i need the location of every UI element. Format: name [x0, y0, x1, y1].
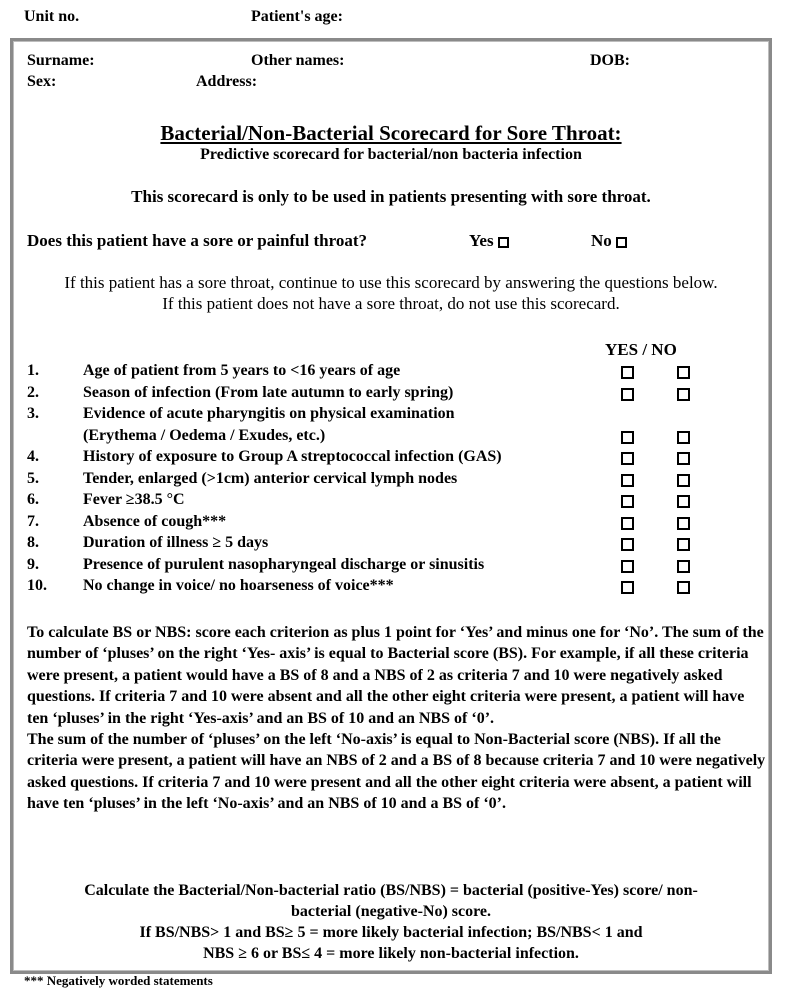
criterion-yes-cell[interactable] — [621, 517, 634, 530]
criterion-row — [27, 362, 767, 383]
criterion-number: 2. — [27, 383, 39, 401]
criterion-number: 4. — [27, 448, 39, 465]
criterion-yes-cell[interactable] — [621, 388, 634, 401]
criterion-no-cell[interactable] — [677, 495, 690, 508]
criterion-no-cell[interactable] — [677, 366, 690, 379]
scorecard-title: Bacterial/Non-Bacterial Scorecard for Sore Throat: — [160, 121, 622, 145]
criterion-text: (Erythema / Oedema / Exudes, etc.) — [83, 426, 326, 444]
criterion-number: 8. — [27, 534, 39, 551]
criterion-no-cell[interactable] — [677, 388, 690, 401]
criterion-number: 9. — [27, 555, 39, 573]
patient-age-label: Patient's age: — [251, 8, 343, 25]
criterion-row — [27, 577, 767, 598]
criterion-number: 3. — [27, 405, 39, 422]
usage-note: This scorecard is only to be used in patients presenting with sore throat. — [131, 187, 651, 206]
criterion-yes-cell[interactable] — [621, 560, 634, 573]
dob-label: DOB: — [590, 52, 630, 69]
criterion-row — [27, 491, 767, 512]
criterion-row — [27, 427, 767, 448]
criterion-yes-cell[interactable] — [621, 366, 634, 379]
criterion-text: Absence of cough*** — [83, 512, 227, 530]
question-no-checkbox[interactable] — [616, 237, 627, 248]
criterion-text: Tender, enlarged (>1cm) anterior cervical lymph nodes — [83, 469, 458, 487]
surname-label: Surname: — [27, 52, 95, 69]
criterion-row — [27, 384, 767, 405]
criterion-yes-checkbox[interactable] — [621, 581, 634, 594]
criterion-row — [27, 513, 767, 534]
criterion-yes-checkbox[interactable] — [621, 495, 634, 508]
criterion-no-cell[interactable] — [677, 581, 690, 594]
criterion-no-cell[interactable] — [677, 474, 690, 487]
criterion-yes-cell[interactable] — [621, 452, 634, 465]
criterion-no-cell[interactable] — [677, 517, 690, 530]
criterion-yes-cell[interactable] — [621, 431, 634, 444]
criterion-no-checkbox[interactable] — [677, 560, 690, 573]
criterion-yes-cell[interactable] — [621, 538, 634, 551]
question-yes-checkbox[interactable] — [498, 237, 509, 248]
calculation-line-4: NBS ≥ 6 or BS≤ 4 = more likely non-bacterial infection. — [203, 945, 579, 962]
criterion-row — [27, 556, 767, 577]
question-no-option[interactable] — [591, 231, 627, 251]
criterion-no-checkbox[interactable] — [677, 517, 690, 530]
criterion-yes-cell[interactable] — [621, 495, 634, 508]
question-no-label: No — [591, 231, 612, 250]
address-label: Address: — [196, 73, 258, 90]
instructions-line-2: If this patient does not have a sore throat, do not use this scorecard. — [162, 294, 620, 313]
criterion-yes-checkbox[interactable] — [621, 560, 634, 573]
footnote: *** Negatively worded statements — [24, 973, 213, 988]
criterion-no-checkbox[interactable] — [677, 431, 690, 444]
criterion-text: Presence of purulent nasopharyngeal discharge or sinusitis — [83, 555, 485, 573]
criteria-yes-no-header: YES / NO — [605, 340, 677, 359]
criterion-no-checkbox[interactable] — [677, 538, 690, 551]
calculation-block — [13, 880, 769, 964]
sex-label: Sex: — [27, 73, 57, 90]
criterion-no-cell[interactable] — [677, 431, 690, 444]
criterion-no-checkbox[interactable] — [677, 581, 690, 594]
criterion-text: Evidence of acute pharyngitis on physical examination — [83, 405, 455, 422]
criterion-yes-checkbox[interactable] — [621, 366, 634, 379]
criterion-number: 5. — [27, 469, 39, 487]
criterion-text: Season of infection (From late autumn to early spring) — [83, 383, 454, 401]
instructions-line-1: If this patient has a sore throat, continue to use this scorecard by answering the questions below. — [64, 273, 718, 292]
calculation-line-3: If BS/NBS> 1 and BS≥ 5 = more likely bacterial infection; BS/NBS< 1 and — [139, 924, 643, 941]
criterion-number: 7. — [27, 512, 39, 530]
criterion-row — [27, 448, 767, 469]
criterion-yes-checkbox[interactable] — [621, 517, 634, 530]
explanation-paragraph-nbs: The sum of the number of ‘pluses’ on the left ‘No-axis’ is equal to Non-Bacterial score (NBS). If all the criteria were present, a patient will have an NBS of 2 and a BS of 8 because criteria 7 and 10 were negatively asked questions. If criteria 7 and 10 were present and all the other eight criteria were absent, a patient will have ten ‘pluses’ in the left ‘No-axis’ and an NBS of 10 and a BS of ‘0’. — [27, 731, 766, 813]
explanation-text — [27, 622, 767, 815]
criterion-text: Duration of illness ≥ 5 days — [83, 534, 269, 551]
criterion-no-checkbox[interactable] — [677, 366, 690, 379]
criterion-number: 10. — [27, 577, 47, 594]
scorecard-subtitle: Predictive scorecard for bacterial/non bacteria infection — [200, 146, 582, 163]
criterion-text: History of exposure to Group A streptococcal infection (GAS) — [83, 448, 502, 465]
criterion-text: No change in voice/ no hoarseness of voice*** — [83, 577, 394, 594]
criterion-yes-checkbox[interactable] — [621, 388, 634, 401]
criterion-row — [27, 534, 767, 555]
criterion-no-cell[interactable] — [677, 452, 690, 465]
criterion-yes-checkbox[interactable] — [621, 431, 634, 444]
criterion-no-checkbox[interactable] — [677, 474, 690, 487]
explanation-paragraph-bs: To calculate BS or NBS: score each criterion as plus 1 point for ‘Yes’ and minus one for ‘No’. The sum of the number of ‘pluses’ on the right ‘Yes- axis’ is equal to Bacterial score (BS). For example, if all these criteria were present, a patient would have a BS of 8 and a NBS of 2 as criteria 7 and 10 were negatively asked questions. If criteria 7 and 10 were absent and all the other eight criteria were present, a patient will have ten ‘pluses’ in the right ‘Yes-axis’ and an BS of 10 and an NBS of ‘0’. — [27, 624, 764, 727]
criterion-no-cell[interactable] — [677, 560, 690, 573]
criterion-no-checkbox[interactable] — [677, 388, 690, 401]
question-yes-option[interactable] — [469, 231, 509, 251]
criterion-yes-cell[interactable] — [621, 474, 634, 487]
other-names-label: Other names: — [251, 52, 345, 69]
criterion-yes-cell[interactable] — [621, 581, 634, 594]
criterion-row — [27, 405, 767, 426]
calculation-line-2: bacterial (negative-No) score. — [290, 903, 492, 920]
criterion-row — [27, 470, 767, 491]
criterion-text: Fever ≥38.5 °C — [83, 491, 185, 508]
criterion-no-cell[interactable] — [677, 538, 690, 551]
criterion-text: Age of patient from 5 years to <16 years of age — [83, 362, 401, 379]
criterion-number: 6. — [27, 491, 39, 508]
unit-no-label: Unit no. — [24, 8, 80, 25]
criterion-yes-checkbox[interactable] — [621, 474, 634, 487]
criterion-yes-checkbox[interactable] — [621, 538, 634, 551]
scorecard-frame — [10, 38, 772, 974]
criterion-no-checkbox[interactable] — [677, 452, 690, 465]
sore-throat-question: Does this patient have a sore or painful throat? — [27, 231, 368, 250]
question-yes-label: Yes — [469, 231, 494, 250]
criterion-no-checkbox[interactable] — [677, 495, 690, 508]
criterion-yes-checkbox[interactable] — [621, 452, 634, 465]
criterion-number: 1. — [27, 362, 39, 379]
calculation-line-1: Calculate the Bacterial/Non-bacterial ratio (BS/NBS) = bacterial (positive-Yes) score/ non- — [84, 882, 698, 899]
